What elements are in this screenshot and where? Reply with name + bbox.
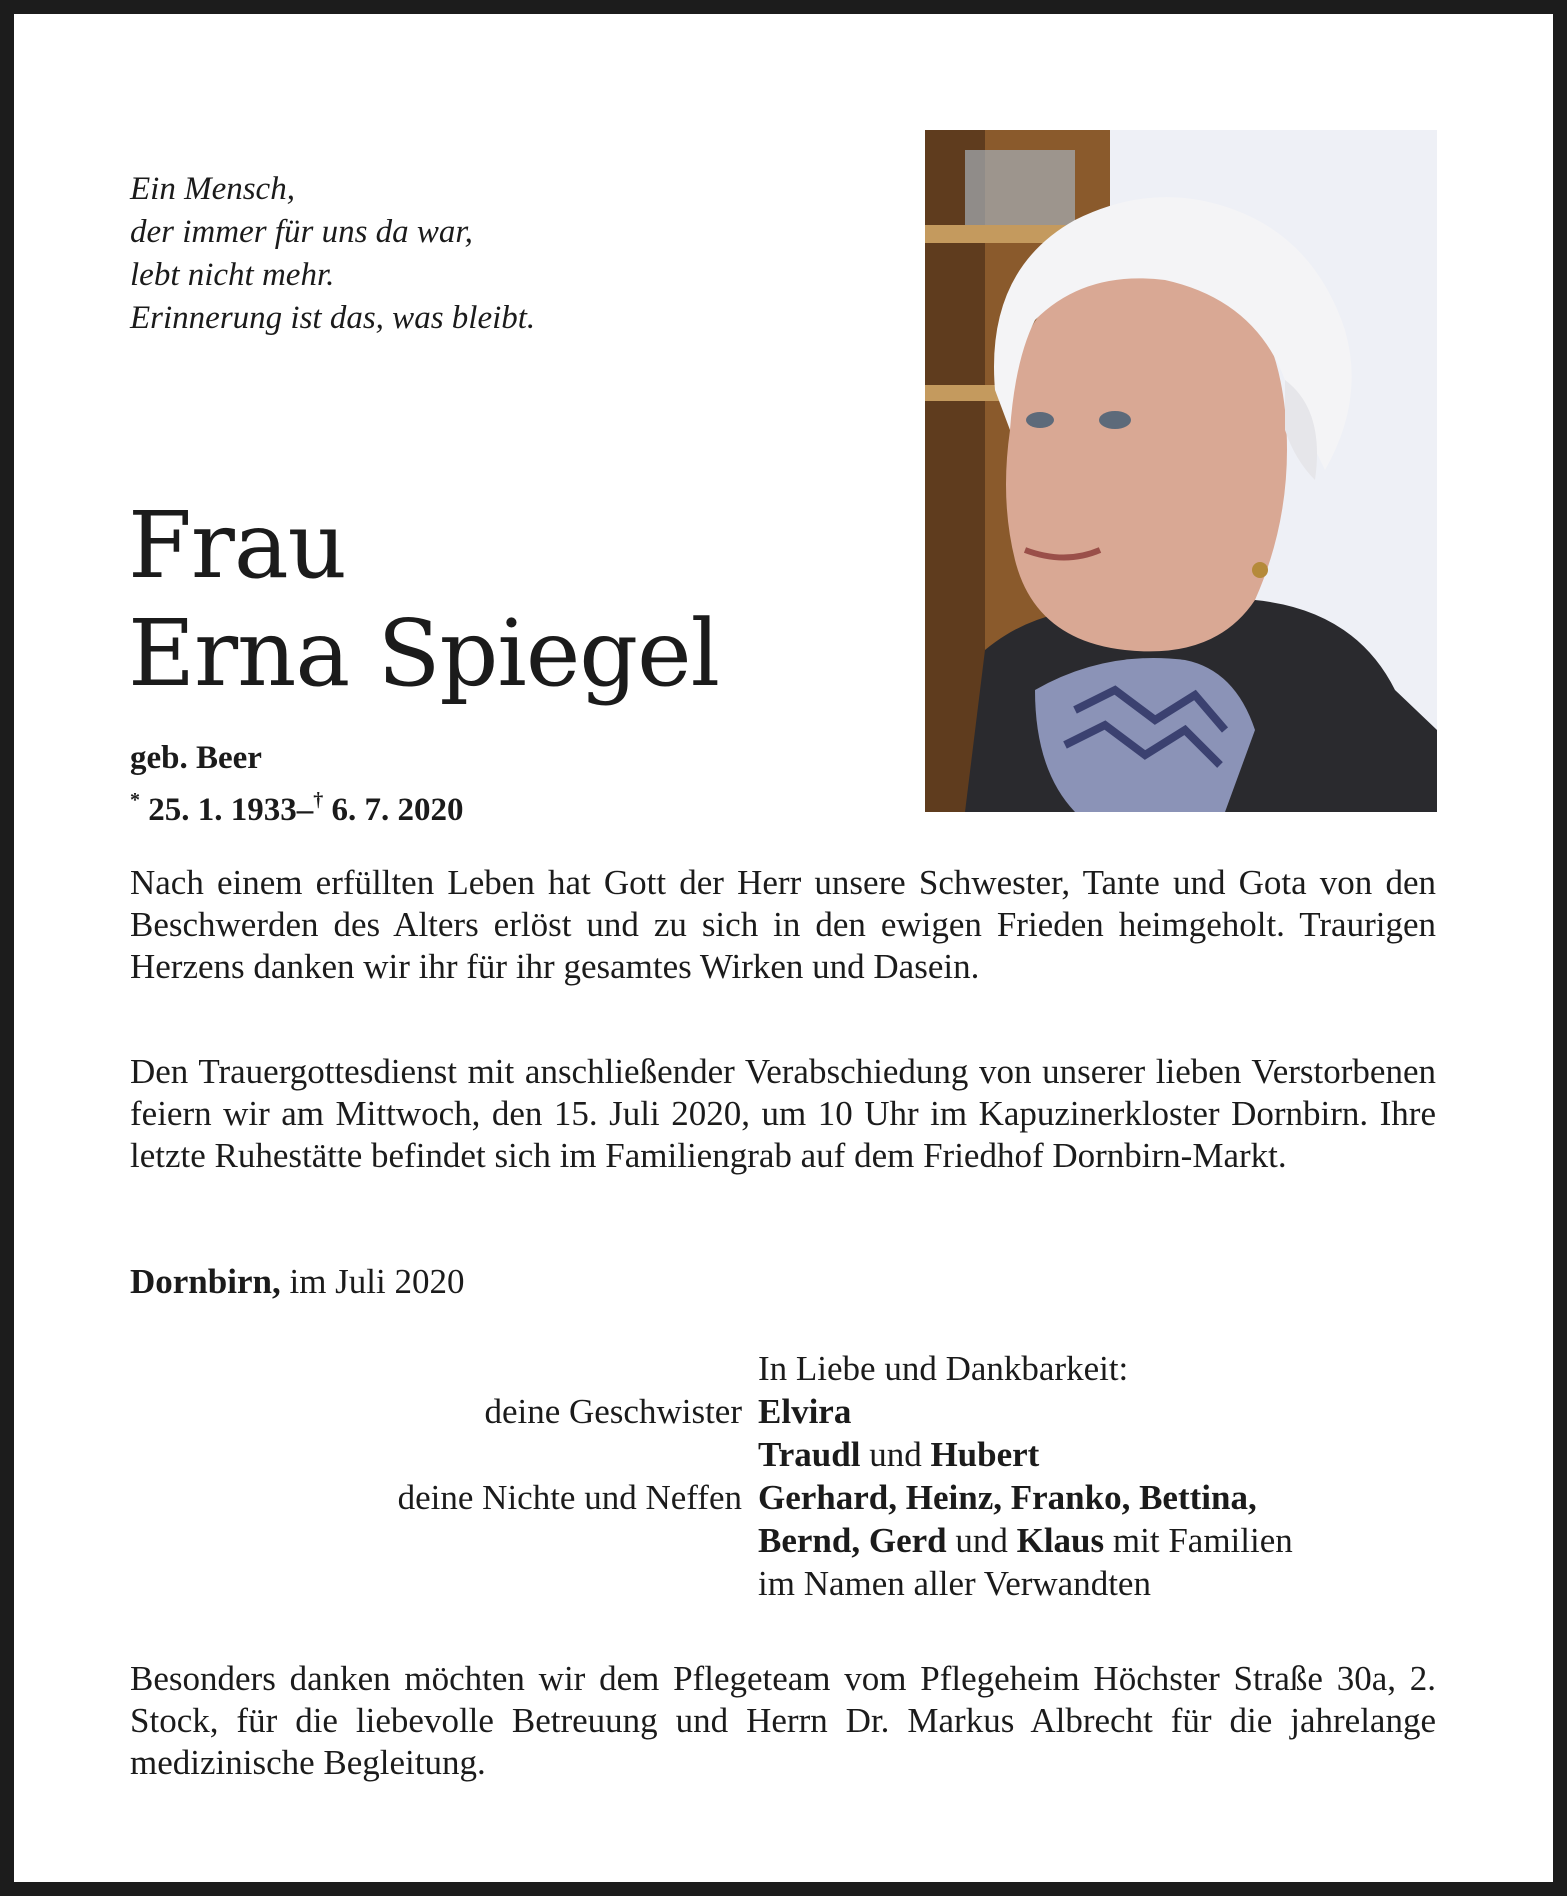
place-and-date xyxy=(130,1262,465,1302)
conjunction: und xyxy=(955,1521,1008,1560)
salutation: Frau xyxy=(128,492,346,599)
sibling-name: Elvira xyxy=(758,1392,852,1431)
birth-symbol: * xyxy=(130,789,140,811)
relatives-line: im Namen aller Verwandten xyxy=(758,1564,1151,1603)
nephews-names: Gerhard, Heinz, Franko, Bettina, xyxy=(758,1478,1257,1517)
deceased-name: Erna Spiegel xyxy=(128,600,720,707)
nephew-name: Klaus xyxy=(1016,1521,1105,1560)
life-dates xyxy=(130,780,464,830)
signoff-intro: In Liebe und Dankbarkeit: xyxy=(758,1349,1129,1388)
sibling-name: Traudl xyxy=(758,1435,861,1474)
quote-line: der immer für uns da war, xyxy=(130,214,473,250)
death-symbol: † xyxy=(313,789,324,811)
portrait-photo xyxy=(925,130,1437,812)
obituary-paragraph: Nach einem erfüllten Leben hat Gott der Herr unsere Schwester, Tante und Gota von den Beschwerden des Alters erlöst und zu sich in den ewigen Frieden heimgeholt. Traurigen Herzens danken wir ihr für ihr gesamtes Wirken und Dasein. xyxy=(130,863,1436,986)
date: im Juli 2020 xyxy=(289,1262,465,1301)
place: Dornbirn, xyxy=(130,1262,281,1301)
quote-line: lebt nicht mehr. xyxy=(130,257,335,293)
death-date: 6. 7. 2020 xyxy=(331,792,464,828)
date-dash: – xyxy=(296,792,314,828)
conjunction: und xyxy=(869,1435,922,1474)
nephews-label: deine Nichte und Neffen xyxy=(397,1478,742,1517)
nephews-names: Bernd, Gerd xyxy=(758,1521,947,1560)
thanks-paragraph: Besonders danken möchten wir dem Pflegeteam vom Pflegeheim Höchster Straße 30a, 2. Stock, für die liebevolle Betreuung und Herrn Dr. Markus Albrecht für die jahrelange medizinische Begleitung. xyxy=(130,1659,1436,1782)
deceased-name-block xyxy=(128,492,719,708)
memorial-quote xyxy=(130,168,535,340)
siblings-label: deine Geschwister xyxy=(484,1392,742,1431)
mourners-signoff xyxy=(130,1347,1436,1605)
quote-line: Ein Mensch, xyxy=(130,171,295,207)
birth-date: 25. 1. 1933 xyxy=(148,792,297,828)
quote-line: Erinnerung ist das, was bleibt. xyxy=(130,300,536,336)
funeral-service-paragraph: Den Trauergottesdienst mit anschließender Verabschiedung von unserer lieben Verstorbenen feiern wir am Mittwoch, den 15. Juli 2020, um 10 Uhr im Kapuzinerkloster Dornbirn. Ihre letzte Ruhestätte befindet sich im Familiengrab auf dem Friedhof Dornbirn-Markt. xyxy=(130,1052,1436,1175)
sibling-name: Hubert xyxy=(930,1435,1040,1474)
with-families: mit Familien xyxy=(1112,1521,1293,1560)
birth-name: geb. Beer xyxy=(130,740,262,776)
